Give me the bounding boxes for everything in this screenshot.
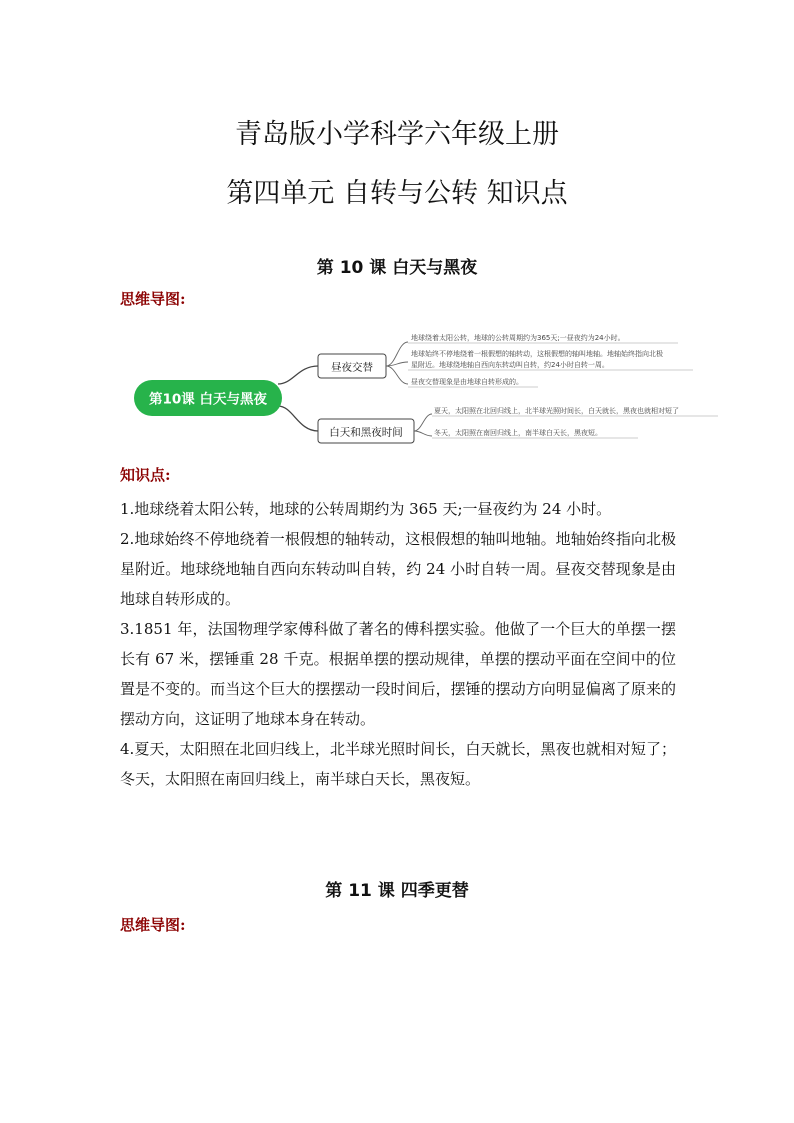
mindmap-leaf: 星附近。地球绕地轴自西向东转动叫自转，约24小时自转一周。 bbox=[411, 361, 609, 369]
mindmap-label: 思维导图: bbox=[120, 290, 186, 308]
knowledge-points bbox=[120, 494, 676, 794]
lesson-10-heading: 第 10 课 白天与黑夜 bbox=[316, 258, 478, 278]
lesson-11-heading: 第 11 课 四季更替 bbox=[325, 881, 469, 901]
mindmap-leaf: 昼夜交替现象是由地球自转形成的。 bbox=[411, 378, 523, 386]
mindmap-branch2-label: 白天和黑夜时间 bbox=[329, 426, 403, 439]
mindmap-leaf: 地球始终不停地绕着一根假想的轴转动，这根假想的轴叫地轴。地轴始终指向北极 bbox=[411, 350, 663, 358]
connector-root-branch1 bbox=[278, 366, 318, 384]
knowledge-points-label: 知识点: bbox=[120, 466, 171, 484]
mindmap-branch1-label: 昼夜交替 bbox=[331, 361, 373, 374]
knowledge-point-1: 1.地球绕着太阳公转，地球的公转周期约为 365 天;一昼夜约为 24 小时。 bbox=[120, 500, 612, 518]
mindmap-leaf: 地球绕着太阳公转，地球的公转周期约为365天;一昼夜约为24小时。 bbox=[411, 334, 625, 342]
mindmap-label-lesson-11: 思维导图: bbox=[120, 916, 186, 934]
mindmap-root-label: 第10课 白天与黑夜 bbox=[149, 391, 267, 408]
mindmap-leaf: 夏天，太阳照在北回归线上，北半球光照时间长，白天就长，黑夜也就相对短了 bbox=[434, 407, 679, 415]
knowledge-point-2: 2.地球始终不停地绕着一根假想的轴转动，这根假想的轴叫地轴。地轴始终指向北极星附近。地球绕地轴自西向东转动叫自转，约 24 小时自转一周。昼夜交替现象是由地球自转形成的。 bbox=[120, 530, 676, 608]
unit-title: 第四单元 自转与公转 知识点 bbox=[226, 178, 568, 209]
connector-root-branch2 bbox=[278, 406, 318, 431]
mindmap-leaf: 冬天，太阳照在南回归线上，南半球白天长，黑夜短。 bbox=[434, 429, 602, 437]
knowledge-point-3: 3.1851 年，法国物理学家傅科做了著名的傅科摆实验。他做了一个巨大的单摆一摆长有 67 米，摆锤重 28 千克。根据单摆的摆动规律，单摆的摆动平面在空间中的位置是不变的。而当这个巨大的摆摆动一段时间后，摆锤的摆动方向明显偏离了原来的摆动方向，这证明了地球本身在转动。 bbox=[120, 620, 676, 728]
document-title: 青岛版小学科学六年级上册 bbox=[235, 119, 559, 150]
mindmap-lesson-10 bbox=[128, 318, 728, 448]
knowledge-point-4: 4.夏天，太阳照在北回归线上，北半球光照时间长，白天就长，黑夜也就相对短了；冬天，太阳照在南回归线上，南半球白天长，黑夜短。 bbox=[120, 740, 676, 788]
